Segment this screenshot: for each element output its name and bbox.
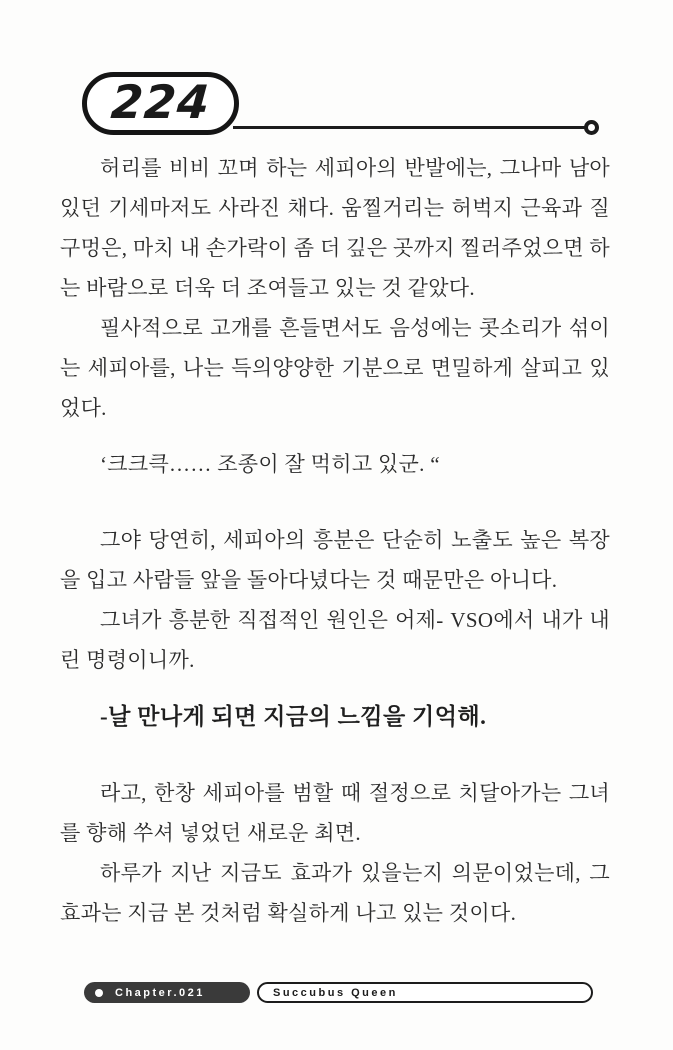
inner-monologue-quote: ‘크크큭…… 조종이 잘 먹히고 있군. “: [100, 452, 440, 476]
body-paragraph: 라고, 한창 세피아를 범할 때 절정으로 치달아가는 그녀를 향해 쑤셔 넣었던 새로운 최면.: [60, 781, 610, 845]
header-rule: [233, 126, 585, 129]
page-number: 224: [109, 74, 213, 129]
header-rule-end-ring-icon: [584, 120, 599, 135]
page-number-badge: [82, 72, 239, 135]
hypnosis-command-line: -날 만나게 되면 지금의 느낌을 기억해.: [100, 704, 487, 729]
body-paragraph: 그야 당연히, 세피아의 흥분은 단순히 노출도 높은 복장을 입고 사람들 앞을 돌아다녔다는 것 때문만은 아니다.: [60, 528, 610, 592]
body-paragraph: 그녀가 흥분한 직접적인 원인은 어제- VSO에서 내가 내린 명령이니까.: [60, 608, 610, 672]
footer-title-label: Succubus Queen: [273, 986, 398, 999]
footer-title-pill: [257, 982, 593, 1003]
page-text-block: [60, 148, 610, 933]
chapter-bullet-icon: [95, 989, 103, 997]
footer-chapter-pill: [84, 982, 250, 1003]
footer-chapter-label: Chapter.021: [115, 986, 205, 999]
body-paragraph: 필사적으로 고개를 흔들면서도 음성에는 콧소리가 섞이는 세피아를, 나는 득의양양한 기분으로 면밀하게 살피고 있었다.: [60, 316, 610, 420]
body-paragraph: 하루가 지난 지금도 효과가 있을는지 의문이었는데, 그 효과는 지금 본 것처럼 확실하게 나고 있는 것이다.: [60, 861, 610, 925]
body-paragraph: 허리를 비비 꼬며 하는 세피아의 반발에는, 그나마 남아 있던 기세마저도 사라진 채다. 움찔거리는 허벅지 근육과 질 구멍은, 마치 내 손가락이 좀 더 깊은 곳까지 찔러주었으면 하는 바람으로 더욱 더 조여들고 있는 것 같았다.: [60, 156, 610, 300]
